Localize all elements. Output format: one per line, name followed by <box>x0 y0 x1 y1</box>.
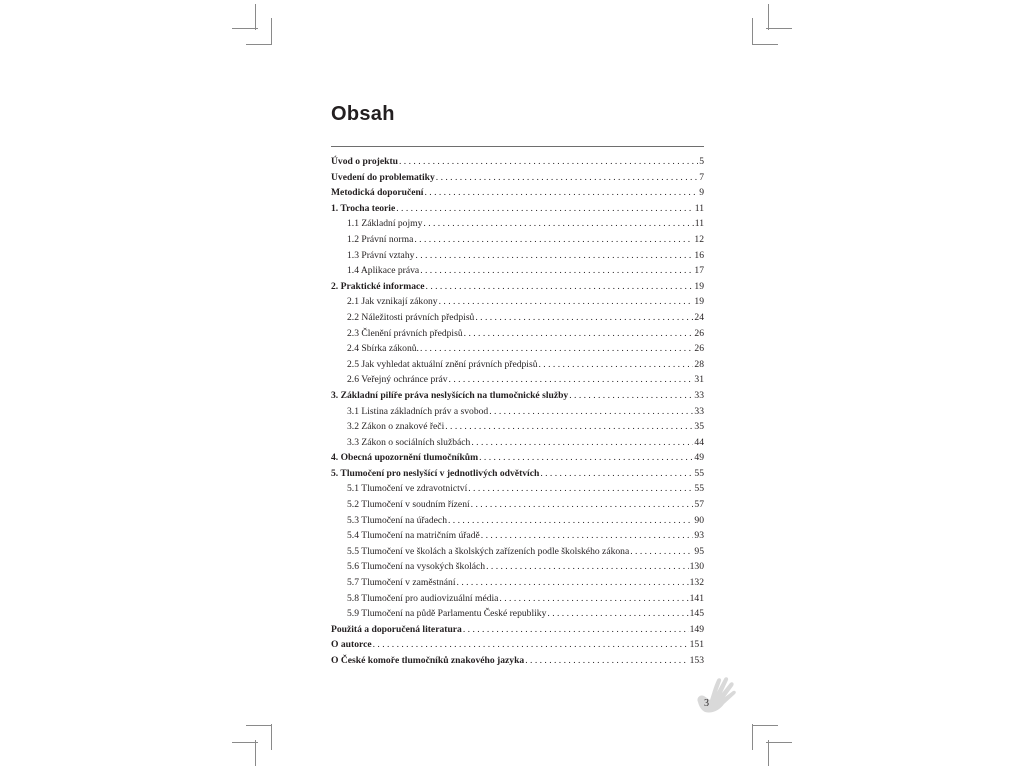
toc-entry-page: 141 <box>689 592 704 604</box>
toc-leader-dots <box>540 466 693 482</box>
toc-entry-label: 5. Tlumočení pro neslyšící v jednotlivých odvětvích <box>331 467 540 479</box>
toc-entry-page: 149 <box>689 623 704 635</box>
toc-entry-label: Použitá a doporučená literatura <box>331 623 462 635</box>
crop-mark <box>271 724 272 750</box>
toc-entry-label: 5.8 Tlumočení pro audiovizuální média <box>347 592 499 604</box>
toc-leader-dots <box>396 201 694 217</box>
page-title: Obsah <box>331 103 395 125</box>
toc-leader-dots <box>499 591 688 607</box>
crop-mark <box>255 4 256 30</box>
toc-entry-page: 11 <box>694 202 704 214</box>
toc-entry-page: 93 <box>694 530 704 542</box>
toc-entry-page: 7 <box>699 171 704 183</box>
toc-entry-page: 130 <box>689 561 704 573</box>
toc-leader-dots <box>471 435 693 451</box>
toc-leader-dots <box>630 544 693 560</box>
toc-leader-dots <box>436 170 698 186</box>
toc-entry-page: 57 <box>694 499 704 511</box>
toc-entry-page: 132 <box>689 577 704 589</box>
toc-entry[interactable] <box>331 279 704 295</box>
toc-entry[interactable] <box>331 637 704 653</box>
toc-entry[interactable] <box>331 481 704 497</box>
toc-leader-dots <box>479 450 693 466</box>
toc-leader-dots <box>449 372 694 388</box>
toc-entry-label: 2.2 Náležitosti právních předpisů <box>347 311 475 323</box>
crop-mark <box>768 4 769 30</box>
toc-entry[interactable] <box>331 606 704 622</box>
toc-entry[interactable] <box>331 528 704 544</box>
toc-leader-dots <box>420 341 693 357</box>
toc-entry[interactable] <box>331 310 704 326</box>
toc-entry[interactable] <box>331 591 704 607</box>
toc-leader-dots <box>471 497 694 513</box>
toc-leader-dots <box>539 357 694 373</box>
crop-mark <box>271 18 272 44</box>
toc-entry-label: Uvedení do problematiky <box>331 171 435 183</box>
toc-entry-label: 4. Obecná upozornění tlumočníkům <box>331 452 479 464</box>
toc-leader-dots <box>439 294 694 310</box>
crop-mark <box>232 742 258 743</box>
toc-entry-page: 90 <box>694 514 704 526</box>
toc-entry-page: 17 <box>694 265 704 277</box>
toc-entry[interactable] <box>331 575 704 591</box>
table-of-contents <box>331 154 704 669</box>
toc-entry-page: 31 <box>694 374 704 386</box>
toc-entry[interactable] <box>331 357 704 373</box>
toc-leader-dots <box>468 481 693 497</box>
toc-leader-dots <box>486 559 689 575</box>
toc-entry[interactable] <box>331 372 704 388</box>
crop-mark <box>766 742 792 743</box>
toc-entry-page: 9 <box>699 187 704 199</box>
toc-entry-label: 1.1 Základní pojmy <box>347 218 423 230</box>
toc-entry-label: 5.9 Tlumočení na půdě Parlamentu České republiky <box>347 608 547 620</box>
toc-leader-dots <box>426 279 694 295</box>
toc-entry-label: 3.1 Listina základních práv a svobod <box>347 405 489 417</box>
toc-entry-page: 12 <box>694 233 704 245</box>
toc-entry[interactable] <box>331 653 704 669</box>
page-number: 3 <box>704 698 709 709</box>
toc-entry-page: 26 <box>694 343 704 355</box>
toc-entry[interactable] <box>331 435 704 451</box>
toc-entry-label: 3.2 Zákon o znakové řeči <box>347 421 445 433</box>
toc-entry-label: O České komoře tlumočníků znakového jazyka <box>331 655 525 666</box>
toc-entry-label: 2.3 Členění právních předpisů <box>347 327 463 339</box>
crop-mark <box>255 740 256 766</box>
crop-mark <box>766 28 792 29</box>
toc-entry-label: 2.5 Jak vyhledat aktuální znění právních předpisů <box>347 358 538 370</box>
toc-leader-dots <box>448 513 693 529</box>
hand-icon <box>690 672 738 718</box>
toc-entry[interactable] <box>331 326 704 342</box>
toc-entry-label: 3.3 Zákon o sociálních službách <box>347 436 471 448</box>
toc-leader-dots <box>423 216 693 232</box>
toc-entry-page: 19 <box>694 296 704 308</box>
toc-entry-label: 1. Trocha teorie <box>331 202 396 214</box>
crop-mark <box>246 725 272 726</box>
toc-leader-dots <box>481 528 694 544</box>
toc-entry-page: 55 <box>694 483 704 495</box>
toc-entry-label: 5.7 Tlumočení v zaměstnání <box>347 577 456 589</box>
toc-entry-page: 145 <box>689 608 704 620</box>
toc-entry-page: 49 <box>694 452 704 464</box>
toc-entry[interactable] <box>331 419 704 435</box>
crop-mark <box>752 18 753 44</box>
toc-entry-label: 5.2 Tlumočení v soudním řízení <box>347 499 470 511</box>
toc-entry-page: 95 <box>694 545 704 557</box>
toc-leader-dots <box>373 637 689 653</box>
toc-entry-label: 5.5 Tlumočení ve školách a školských zařízeních podle školského zákona <box>347 545 630 557</box>
toc-entry[interactable] <box>331 341 704 357</box>
toc-leader-dots <box>463 622 689 638</box>
toc-entry-page: 24 <box>694 311 704 323</box>
toc-entry-label: Metodická doporučení <box>331 187 424 199</box>
toc-leader-dots <box>399 154 698 170</box>
toc-entry-label: 2.1 Jak vznikají zákony <box>347 296 438 308</box>
toc-entry[interactable] <box>331 450 704 466</box>
toc-entry-label: 5.4 Tlumočení na matričním úřadě <box>347 530 480 542</box>
toc-entry[interactable] <box>331 170 704 186</box>
toc-entry-page: 28 <box>694 358 704 370</box>
toc-entry-page: 35 <box>694 421 704 433</box>
toc-entry-label: 2.6 Veřejný ochránce práv <box>347 374 448 386</box>
toc-entry[interactable] <box>331 263 704 279</box>
crop-mark <box>752 724 753 750</box>
toc-entry-page: 153 <box>689 655 704 666</box>
toc-leader-dots <box>547 606 688 622</box>
crop-mark <box>768 740 769 766</box>
toc-entry-page: 5 <box>699 156 704 167</box>
crop-mark <box>232 28 258 29</box>
toc-entry-label: Úvod o projektu <box>331 156 398 167</box>
title-rule <box>331 146 704 147</box>
toc-entry-label: 1.4 Aplikace práva <box>347 265 420 277</box>
toc-leader-dots <box>475 310 693 326</box>
toc-entry-page: 33 <box>694 405 704 417</box>
crop-mark <box>246 44 272 45</box>
toc-leader-dots <box>489 404 693 420</box>
toc-entry-label: 2.4 Sbírka zákonů. <box>347 343 419 355</box>
toc-leader-dots <box>569 388 693 404</box>
toc-entry[interactable] <box>331 201 704 217</box>
toc-leader-dots <box>415 248 693 264</box>
toc-entry-page: 11 <box>694 218 704 230</box>
toc-entry-page: 19 <box>694 280 704 292</box>
toc-entry[interactable] <box>331 154 704 170</box>
toc-entry[interactable] <box>331 622 704 638</box>
toc-entry[interactable] <box>331 497 704 513</box>
toc-entry-label: 5.1 Tlumočení ve zdravotnictví <box>347 483 468 495</box>
toc-leader-dots <box>464 326 694 342</box>
toc-entry-label: O autorce <box>331 639 372 651</box>
toc-entry-page: 33 <box>694 389 704 401</box>
crop-mark <box>752 44 778 45</box>
toc-leader-dots <box>525 653 688 669</box>
toc-entry[interactable] <box>331 216 704 232</box>
toc-entry[interactable] <box>331 559 704 575</box>
toc-entry[interactable] <box>331 185 704 201</box>
toc-entry[interactable] <box>331 388 704 404</box>
toc-entry-label: 2. Praktické informace <box>331 280 425 292</box>
toc-entry[interactable] <box>331 294 704 310</box>
toc-entry[interactable] <box>331 232 704 248</box>
toc-entry-label: 5.6 Tlumočení na vysokých školách <box>347 561 486 573</box>
toc-entry-page: 44 <box>694 436 704 448</box>
toc-leader-dots <box>424 185 698 201</box>
toc-entry[interactable] <box>331 466 704 482</box>
toc-entry[interactable] <box>331 404 704 420</box>
toc-entry[interactable] <box>331 544 704 560</box>
toc-leader-dots <box>420 263 693 279</box>
toc-entry-label: 1.2 Právní norma <box>347 233 414 245</box>
toc-entry[interactable] <box>331 513 704 529</box>
toc-leader-dots <box>457 575 689 591</box>
toc-leader-dots <box>445 419 693 435</box>
toc-entry-page: 26 <box>694 327 704 339</box>
toc-entry-label: 5.3 Tlumočení na úřadech <box>347 514 447 526</box>
toc-leader-dots <box>414 232 693 248</box>
toc-entry-label: 3. Základní pilíře práva neslyšících na tlumočnické služby <box>331 389 569 401</box>
toc-entry-page: 16 <box>694 249 704 261</box>
crop-mark <box>752 725 778 726</box>
toc-entry-page: 151 <box>689 639 704 651</box>
toc-entry-label: 1.3 Právní vztahy <box>347 249 415 261</box>
toc-entry-page: 55 <box>694 467 704 479</box>
toc-entry[interactable] <box>331 248 704 264</box>
